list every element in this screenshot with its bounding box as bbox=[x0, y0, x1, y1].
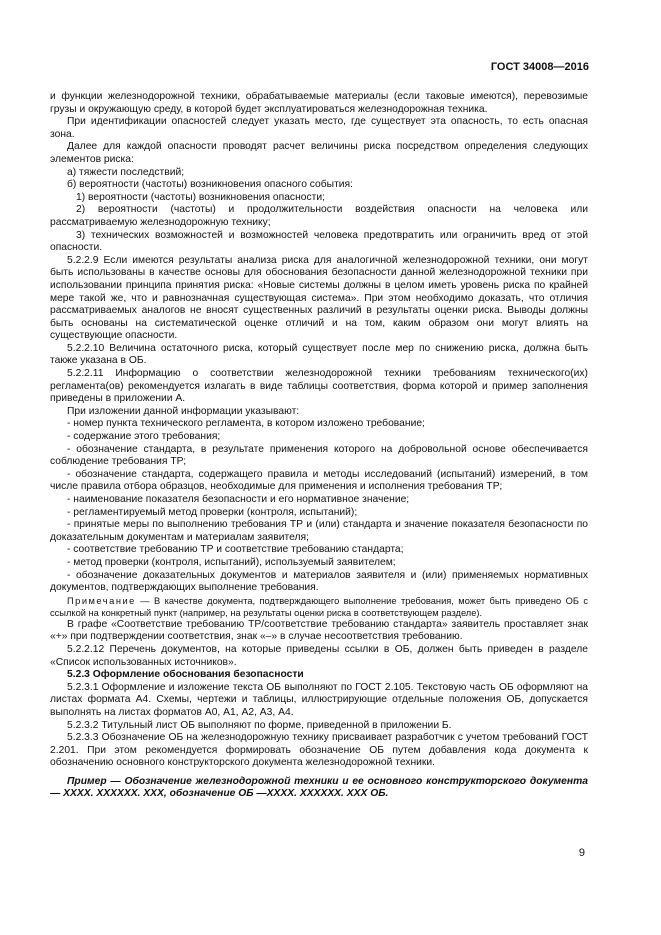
list-item: - номер пункта технического регламента, в котором изложено требование; bbox=[67, 418, 425, 430]
paragraph: При изложении данной информации указывают: bbox=[67, 405, 300, 417]
list-item: - обозначение стандарта, в результате применения которого на добровольной основе обеспечивается соблюдение требования ТР; bbox=[50, 443, 588, 468]
list-item: б) вероятности (частоты) возникновения опасного события: bbox=[67, 179, 353, 191]
clause-5-2-2-9: 5.2.2.9 Если имеются результаты анализа риска для аналогичной железнодорожной техники, они могут быть использованы в качестве основы для обоснования безопасности данной железнодорожной техники при использовании принципа принятия риска: «Новые системы должны в целом иметь уровень риска по крайней мере такой же, что и равнозначная существующая система». При этом необходимо доказать, что отличия рассматриваемых аналогов не вносят существенных различий в результаты оценки риска. Выводы должны быть основаны на систематической оценке отличий и на том, каким образом они могут влиять на существующие опасности. bbox=[50, 254, 588, 342]
list-item: - регламентируемый метод проверки (контроля, испытаний); bbox=[67, 506, 358, 518]
clause-5-2-2-12: 5.2.2.12 Перечень документов, на которые приведены ссылки в ОБ, должен быть приведен в разделе «Список использованных источников». bbox=[50, 643, 588, 668]
list-item: - содержание этого требования; bbox=[67, 431, 221, 443]
list-item: 1) вероятности (частоты) возникновения опасности; bbox=[76, 191, 325, 203]
clause-5-2-2-10: 5.2.2.10 Величина остаточного риска, который существует после мер по снижению риска, должна быть также указана в ОБ. bbox=[50, 342, 588, 367]
list-item: 3) технических возможностей и возможностей человека предотвратить или ограничить вред от этой опасности. bbox=[50, 229, 588, 254]
example: Пример — Обозначение железнодорожной техники и ее основного конструкторского документа — ХХХХ. ХХХХХХ. ХХХ, обозначение ОБ —ХХХХ. ХХХХХХ. ХХХ ОБ. bbox=[50, 775, 588, 800]
clause-5-2-2-11: 5.2.2.11 Информацию о соответствии железнодорожной техники требованиям технического(их) регламента(ов) рекомендуется излагать в виде таблицы соответствия, форма которой и пример заполнения приведены в приложении А. bbox=[50, 368, 588, 405]
clause-5-2-3-2: 5.2.3.2 Титульный лист ОБ выполняют по форме, приведенной в приложении Б. bbox=[67, 719, 452, 731]
section-heading: 5.2.3 Оформление обоснования безопасности bbox=[67, 669, 304, 681]
clause-5-2-3-3: 5.2.3.3 Обозначение ОБ на железнодорожную технику присваивает разработчик с учетом требований ГОСТ 2.201. При этом рекомендуется формировать обозначение ОБ путем добавления кода документа к обозначению основного конструкторского документа железнодорожной техники. bbox=[50, 732, 588, 769]
list-item: а) тяжести последствий; bbox=[67, 166, 185, 178]
document-code-header: ГОСТ 34008—2016 bbox=[490, 61, 589, 73]
paragraph: При идентификации опасностей следует указать место, где существует эта опасность, то есть опасная зона. bbox=[50, 116, 588, 140]
list-item: - обозначение стандарта, содержащего правила и методы исследований (испытаний) измерений, в том числе правила отбора образцов, необходимые для применения и исполнения требования ТР; bbox=[50, 468, 588, 493]
paragraph: Далее для каждой опасности проводят расчет величины риска посредством определения следующих элементов риска: bbox=[50, 141, 588, 165]
list-item: - наименование показателя безопасности и его нормативное значение; bbox=[67, 494, 410, 505]
list-item: - соответствие требованию ТР и соответствие требованию стандарта; bbox=[67, 544, 404, 556]
list-item: - обозначение доказательных документов и материалов заявителя и (или) применяемых нормативных документов, подтверждающих выполнение требования. bbox=[50, 569, 588, 594]
clause-5-2-3-1: 5.2.3.1 Оформление и изложение текста ОБ выполняют по ГОСТ 2.105. Текстовую часть ОБ оформляют на листах формата А4. Схемы, чертежи и таблицы, иллюстрирующие отдельные положения ОБ, допускается выполнять на листах форматов А0, А1, А2, А3, А4. bbox=[50, 681, 588, 718]
list-item: 2) вероятности (частоты) и продолжительности воздействия опасности на человека или рассматриваемую железнодорожную технику; bbox=[50, 204, 588, 228]
paragraph: В графе «Соответствие требованию ТР/соответствие требованию стандарта» заявитель проставляет знак «+» при подтверждении соответствия, знак «–» в случае несоответствия требованию. bbox=[50, 618, 588, 643]
paragraph: и функции железнодорожной техники, обрабатываемые материалы (если таковые имеются), перевозимые грузы и окружающую среду, в которой будет эксплуатироваться железнодорожная техника. bbox=[50, 91, 588, 115]
page-number: 9 bbox=[578, 847, 585, 859]
note-label: Примечание bbox=[67, 595, 136, 606]
list-item: - метод проверки (контроля, испытаний), используемый заявителем; bbox=[67, 556, 396, 568]
document-body bbox=[50, 91, 588, 801]
list-item: - принятые меры по выполнению требования ТР и (или) стандарта и значение показателя безопасности по доказательным документам и материалам заявителя; bbox=[50, 519, 588, 543]
note bbox=[50, 595, 588, 619]
note-text: — В качестве документа, подтверждающего выполнение требования, может быть приведено ОБ с ссылкой на конкретный пункт (например, на результаты оценки риска в соответствующем разделе). bbox=[50, 595, 588, 618]
